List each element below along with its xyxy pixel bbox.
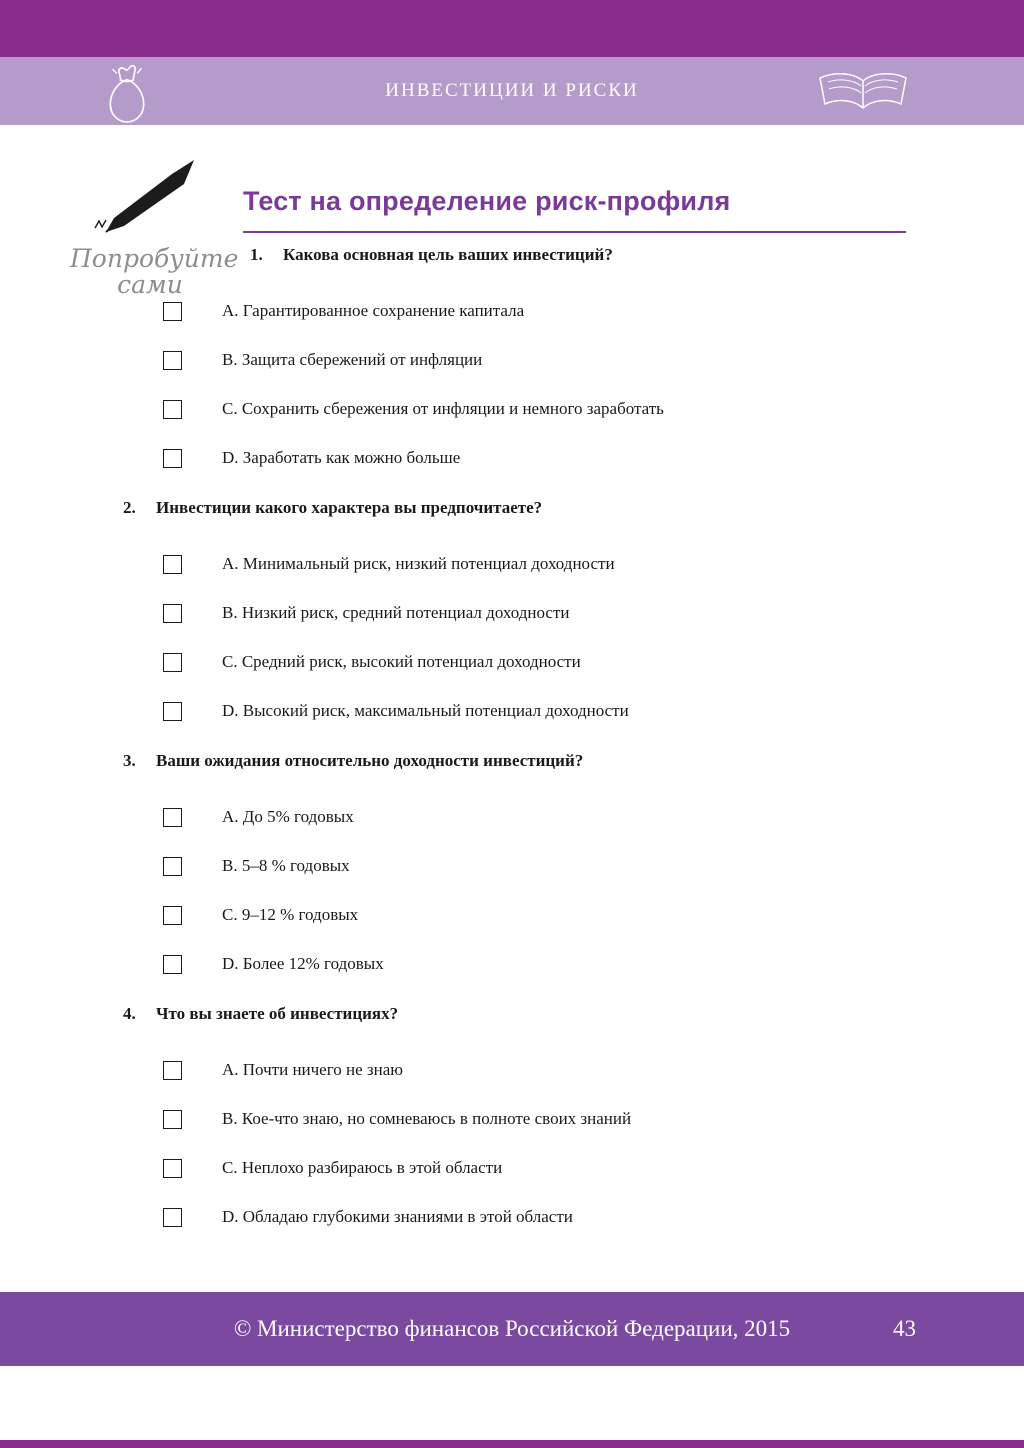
option-checkbox[interactable] <box>163 351 182 370</box>
option-checkbox[interactable] <box>163 702 182 721</box>
option-label: B. 5–8 % годовых <box>222 856 350 875</box>
chapter-title: ИНВЕСТИЦИИ И РИСКИ <box>385 80 639 101</box>
option-label: A. Гарантированное сохранение капитала <box>222 301 525 320</box>
option-checkbox[interactable] <box>163 449 182 468</box>
option-checkbox[interactable] <box>163 302 182 321</box>
question-header <box>123 1004 1024 1024</box>
question-2 <box>0 498 1024 721</box>
option-label: D. Заработать как можно больше <box>222 448 461 467</box>
option-row <box>163 1060 1024 1080</box>
option-label: C. 9–12 % годовых <box>222 905 359 924</box>
option-checkbox[interactable] <box>163 1208 182 1227</box>
option-row <box>163 954 1024 974</box>
option-label: C. Средний риск, высокий потенциал доходности <box>222 652 581 671</box>
question-text: Инвестиции какого характера вы предпочитаете? <box>156 498 543 517</box>
question-4 <box>0 1004 1024 1227</box>
option-row <box>163 554 1024 574</box>
option-checkbox[interactable] <box>163 857 182 876</box>
question-text: Ваши ожидания относительно доходности инвестиций? <box>156 751 584 770</box>
option-row <box>163 652 1024 672</box>
question-header <box>123 498 1024 518</box>
try-note-line2: сами <box>117 270 183 299</box>
top-color-bar <box>0 0 1024 57</box>
question-number: 4. <box>123 1004 136 1023</box>
option-row <box>163 905 1024 925</box>
option-row <box>163 603 1024 623</box>
option-checkbox[interactable] <box>163 1061 182 1080</box>
option-row <box>163 1109 1024 1129</box>
option-label: B. Низкий риск, средний потенциал доходности <box>222 603 570 622</box>
option-checkbox[interactable] <box>163 400 182 419</box>
option-checkbox[interactable] <box>163 555 182 574</box>
question-number: 2. <box>123 498 136 517</box>
option-label: C. Сохранить сбережения от инфляции и немного заработать <box>222 399 664 418</box>
page-title-block <box>243 186 906 233</box>
option-checkbox[interactable] <box>163 653 182 672</box>
option-label: D. Обладаю глубокими знаниями в этой области <box>222 1207 573 1226</box>
question-number: 3. <box>123 751 136 770</box>
question-1 <box>0 245 1024 468</box>
option-checkbox[interactable] <box>163 1159 182 1178</box>
question-text: Что вы знаете об инвестициях? <box>156 1004 399 1023</box>
option-label: D. Более 12% годовых <box>222 954 384 973</box>
option-checkbox[interactable] <box>163 808 182 827</box>
question-header <box>250 245 1024 265</box>
option-label: D. Высокий риск, максимальный потенциал доходности <box>222 701 629 720</box>
page-number: 43 <box>893 1316 916 1341</box>
option-row <box>163 701 1024 721</box>
option-label: B. Кое-что знаю, но сомневаюсь в полноте своих знаний <box>222 1109 632 1128</box>
option-label: C. Неплохо разбираюсь в этой области <box>222 1158 503 1177</box>
copyright-text: © Министерство финансов Российской Федерации, 2015 <box>233 1316 791 1341</box>
option-checkbox[interactable] <box>163 906 182 925</box>
option-row <box>163 448 1024 468</box>
risk-profile-test <box>0 245 1024 1227</box>
option-label: A. До 5% годовых <box>222 807 354 826</box>
question-text: Какова основная цель ваших инвестиций? <box>283 245 613 264</box>
page-title: Тест на определение риск-профиля <box>243 186 731 216</box>
option-row <box>163 399 1024 419</box>
option-checkbox[interactable] <box>163 955 182 974</box>
option-row <box>163 807 1024 827</box>
question-header <box>123 751 1024 771</box>
option-row <box>163 350 1024 370</box>
option-row <box>163 856 1024 876</box>
pen-icon <box>92 158 207 247</box>
option-label: A. Минимальный риск, низкий потенциал доходности <box>222 554 615 573</box>
option-row <box>163 1207 1024 1227</box>
option-checkbox[interactable] <box>163 604 182 623</box>
option-row <box>163 1158 1024 1178</box>
question-number: 1. <box>250 245 263 264</box>
bottom-color-bar <box>0 1440 1024 1448</box>
open-book-icon <box>814 69 912 120</box>
option-row <box>163 301 1024 321</box>
option-checkbox[interactable] <box>163 1110 182 1129</box>
try-note-line1: Попробуйте <box>70 244 239 273</box>
option-label: B. Защита сбережений от инфляции <box>222 350 483 369</box>
page-footer <box>0 1292 1024 1366</box>
option-label: A. Почти ничего не знаю <box>222 1060 403 1079</box>
question-3 <box>0 751 1024 974</box>
chapter-header-band <box>0 57 1024 125</box>
